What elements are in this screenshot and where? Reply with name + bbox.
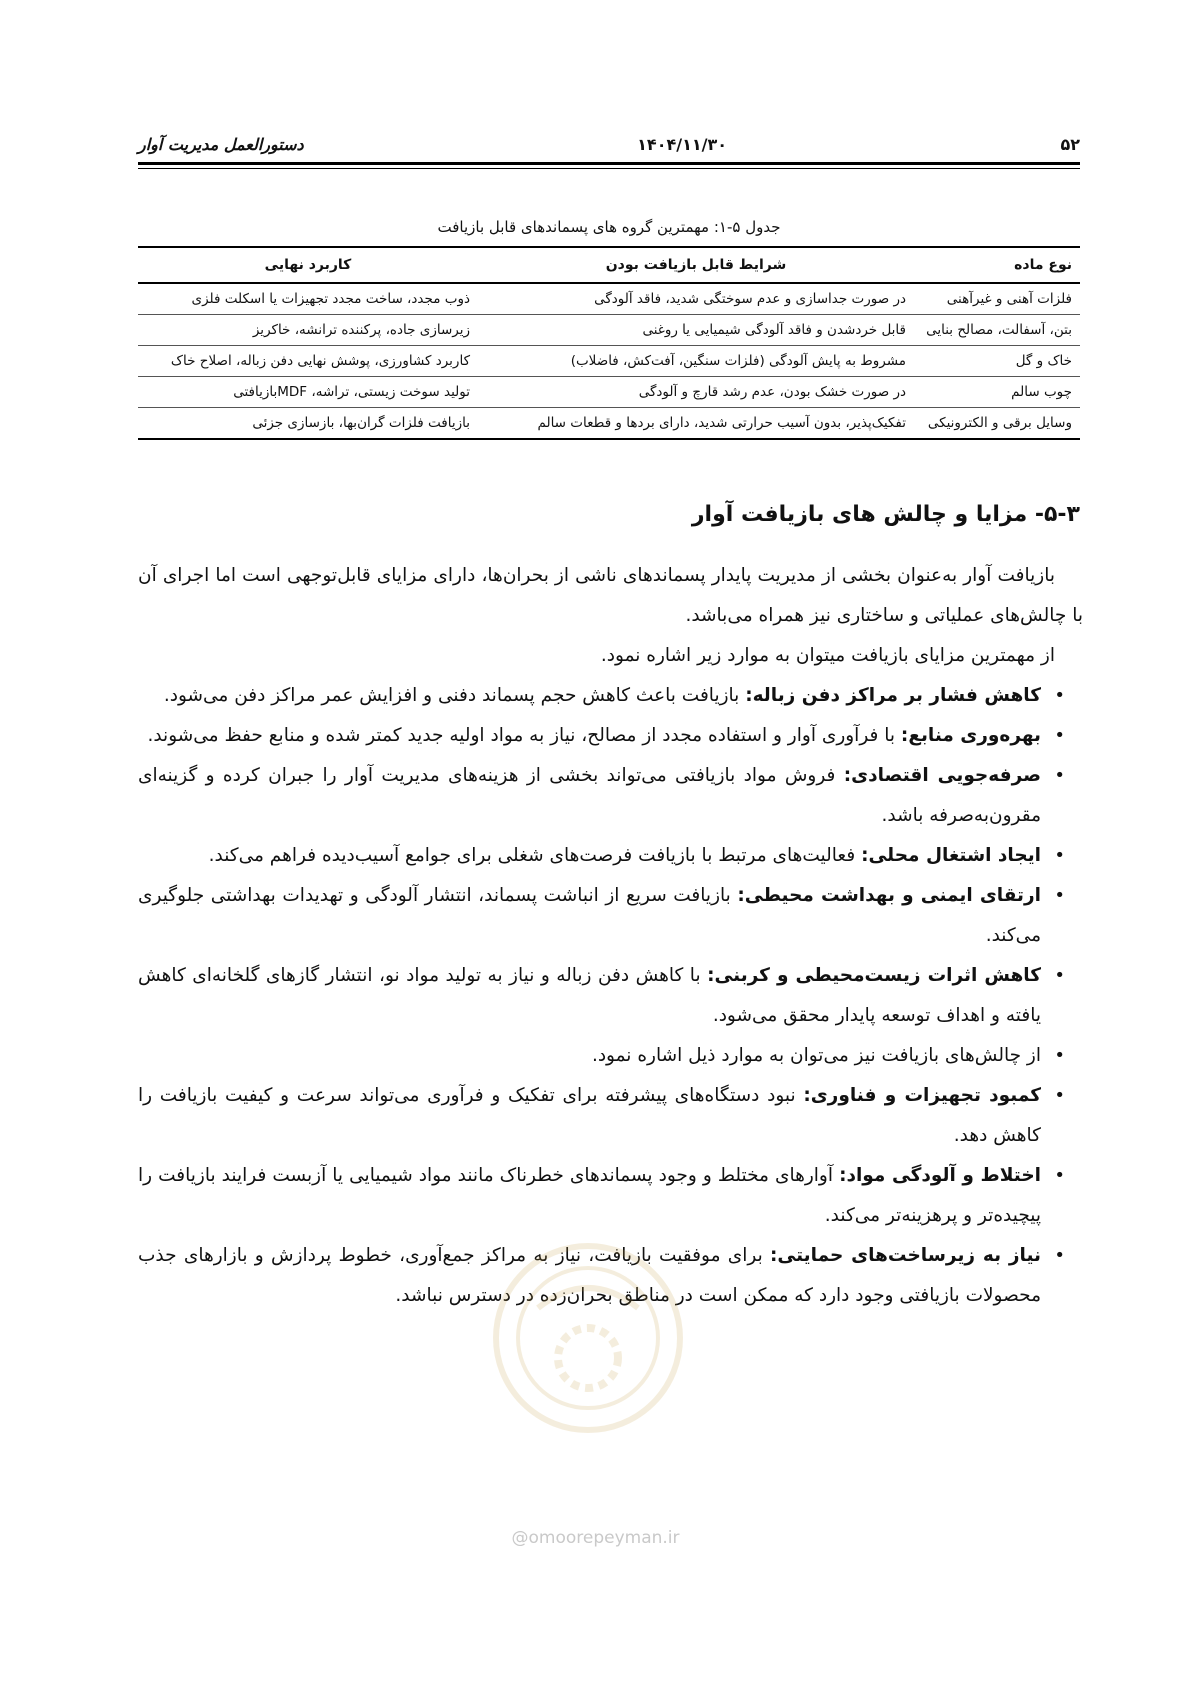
table-row: [138, 283, 1080, 315]
page-number: ۵۲: [1060, 135, 1080, 154]
table-cell: ذوب مجدد، ساخت مجدد تجهیزات یا اسکلت فلزی: [191, 291, 470, 307]
bullet-icon: •: [1054, 1245, 1065, 1266]
bullet-text: با فرآوری آوار و استفاده مجدد از مصالح، نیاز به مواد اولیه جدید کمتر شده و منابع حفظ می‌شوند.: [147, 725, 901, 746]
table-cell: چوب سالم: [1011, 384, 1072, 400]
bullet-icon: •: [1054, 965, 1065, 986]
table-cell: بازیافت فلزات گران‌بها، بازسازی جزئی: [252, 415, 470, 431]
table-header-row: [138, 247, 1080, 283]
column-header-material: نوع ماده: [1014, 257, 1072, 273]
bullet-icon: •: [1054, 1165, 1065, 1186]
table-cell: در صورت خشک بودن، عدم رشد قارچ و آلودگی: [638, 384, 906, 400]
table-cell: تفکیک‌پذیر، بدون آسیب حرارتی شدید، دارای بردها و قطعات سالم: [537, 415, 906, 431]
table-cell: بتن، آسفالت، مصالح بنایی: [926, 322, 1072, 338]
advantages-intro: از مهمترین مزایای بازیافت میتوان به موارد زیر اشاره نمود.: [600, 645, 1055, 666]
list-item: [138, 756, 1083, 836]
list-item: [138, 1076, 1083, 1156]
bullet-icon: •: [1054, 765, 1065, 786]
header-rule-thin: [138, 168, 1080, 169]
table-cell: قابل خردشدن و فاقد آلودگی شیمیایی یا روغنی: [642, 322, 906, 338]
watermark-url: @omoorepeyman.ir: [511, 1528, 680, 1548]
bullet-text: آوارهای مختلط و وجود پسماندهای خطرناک مانند مواد شیمیایی یا آزبست فرایند بازیافت را پیچیده‌تر و پرهزینه‌تر می‌کند.: [138, 1165, 1041, 1226]
table-row: [138, 346, 1080, 377]
bullet-term: ارتقای ایمنی و بهداشت محیطی:: [737, 885, 1041, 906]
table-cell: وسایل برقی و الکترونیکی: [927, 415, 1072, 431]
table-cell: خاک و گل: [1015, 353, 1072, 369]
bullet-text: با کاهش دفن زباله و نیاز به تولید مواد نو، انتشار گازهای گلخانه‌ای کاهش یافته و اهداف توسعه پایدار محقق می‌شود.: [138, 965, 1041, 1026]
bullet-term: بهره‌وری منابع:: [900, 725, 1041, 746]
bullet-term: اختلاط و آلودگی مواد:: [839, 1165, 1042, 1186]
bullet-text: فروش مواد بازیافتی می‌تواند بخشی از هزینه‌های مدیریت آوار را جبران کرده و گزینه‌ای مقرون‌به‌صرفه باشد.: [138, 765, 1041, 826]
watermark-logo-icon: [488, 1238, 688, 1438]
table-cell: مشروط به پایش آلودگی (فلزات سنگین، آفت‌کش، فاضلاب): [570, 353, 906, 369]
bullet-term: نیاز به زیرساخت‌های حمایتی:: [770, 1245, 1041, 1266]
table-cell: در صورت جداسازی و عدم سوختگی شدید، فاقد آلودگی: [594, 291, 906, 307]
recyclable-waste-table: [138, 246, 1080, 440]
table-row: [138, 408, 1080, 440]
bullet-term: کاهش فشار بر مراکز دفن زباله:: [745, 685, 1041, 706]
bullet-text: از چالش‌های بازیافت نیز می‌توان به موارد ذیل اشاره نمود.: [591, 1045, 1041, 1066]
list-item: [138, 716, 1083, 756]
running-header: [138, 128, 1080, 154]
bullet-text: فعالیت‌های مرتبط با بازیافت فرصت‌های شغلی برای جوامع آسیب‌دیده فراهم می‌کند.: [208, 845, 862, 866]
list-item: [138, 1156, 1083, 1236]
column-header-conditions: شرایط قابل بازیافت بودن: [605, 257, 787, 273]
table-row: [138, 315, 1080, 346]
intro-paragraph: بازیافت آوار به‌عنوان بخشی از مدیریت پایدار پسماندهای ناشی از بحران‌ها، دارای مزایای قابل‌توجهی است اما اجرای آن با چالش‌های عملیاتی و ساختاری نیز همراه می‌باشد.: [138, 565, 1083, 626]
column-header-end-use: کاربرد نهایی: [264, 257, 352, 273]
table-cell: فلزات آهنی و غیرآهنی: [946, 291, 1072, 307]
bullet-text: بازیافت باعث کاهش حجم پسماند دفنی و افزایش عمر مراکز دفن می‌شود.: [163, 685, 746, 706]
bullet-text: نبود دستگاه‌های پیشرفته برای تفکیک و فرآوری می‌تواند سرعت و کیفیت بازیافت را کاهش دهد.: [138, 1085, 1041, 1146]
header-title: دستورالعمل مدیریت آوار: [138, 135, 304, 154]
bullet-icon: •: [1054, 725, 1065, 746]
list-item: [138, 676, 1083, 716]
bullet-text: برای موفقیت بازیافت، نیاز به مراکز جمع‌آوری، خطوط پردازش و بازارهای جذب محصولات بازیافتی وجود دارد که ممکن است در مناطق بحران‌زده در دسترس نباشد.: [138, 1245, 1041, 1306]
bullet-icon: •: [1054, 1085, 1065, 1106]
bullet-term: صرفه‌جویی اقتصادی:: [843, 765, 1041, 786]
bullet-text: بازیافت سریع از انباشت پسماند، انتشار آلودگی و تهدیدات بهداشتی جلوگیری می‌کند.: [138, 885, 1041, 946]
list-item: [138, 1036, 1083, 1076]
bullet-list: [138, 676, 1083, 1316]
bullet-icon: •: [1054, 685, 1065, 706]
list-item: [138, 956, 1083, 1036]
bullet-icon: •: [1054, 845, 1065, 866]
section-heading: ۵-۳- مزایا و چالش های بازیافت آوار: [691, 502, 1080, 527]
list-item: [138, 876, 1083, 956]
table-cell: زیرسازی جاده، پرکننده ترانشه، خاکریز: [252, 322, 470, 338]
bullet-icon: •: [1054, 885, 1065, 906]
bullet-term: کاهش اثرات زیست‌محیطی و کربنی:: [707, 965, 1042, 986]
header-date: ۱۴۰۴/۱۱/۳۰: [637, 135, 727, 154]
table-caption: جدول ۵-۱: مهمترین گروه های پسماندهای قابل بازیافت: [437, 218, 781, 236]
header-rule: [138, 162, 1080, 165]
table-cell: تولید سوخت زیستی، تراشه، MDFبازیافتی: [233, 384, 470, 400]
table-row: [138, 377, 1080, 408]
table-cell: کاربرد کشاورزی، پوشش نهایی دفن زباله، اصلاح خاک: [170, 353, 470, 369]
bullet-icon: •: [1054, 1045, 1065, 1066]
bullet-term: کمبود تجهیزات و فناوری:: [803, 1085, 1041, 1106]
section-body: [138, 556, 1083, 1316]
bullet-term: ایجاد اشتغال محلی:: [861, 845, 1041, 866]
list-item: [138, 836, 1083, 876]
